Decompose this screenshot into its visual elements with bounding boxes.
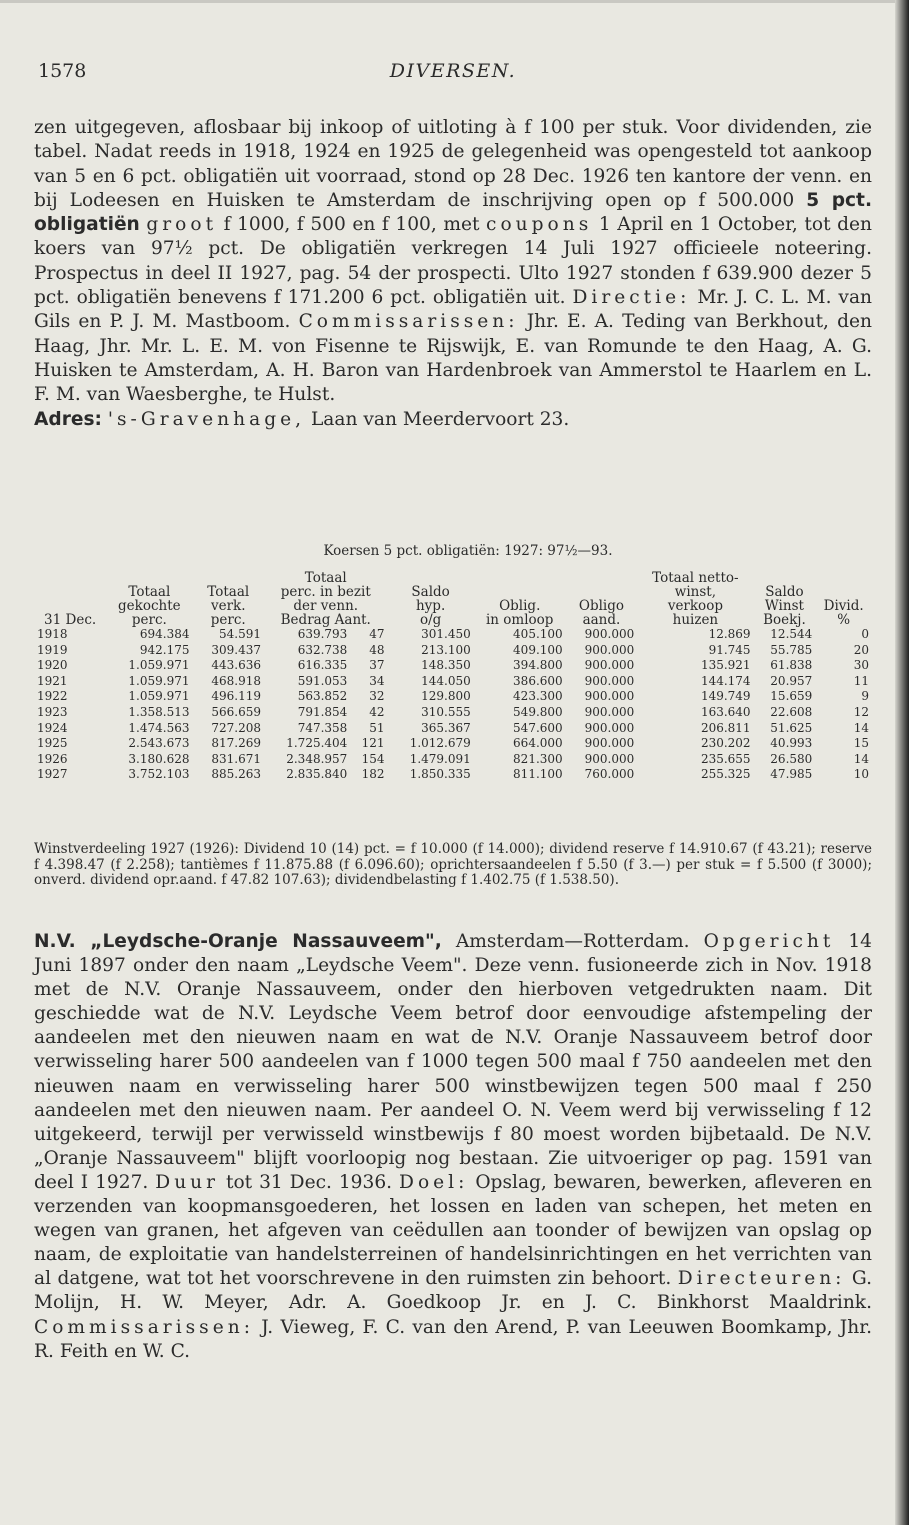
table-header-row [34, 571, 872, 627]
table-cell: 309.437 [211, 642, 262, 657]
table-cell: 22.608 [770, 704, 813, 719]
table-cell: 1.059.971 [128, 689, 190, 704]
table-cell: 900.000 [584, 736, 635, 751]
table-cell: 12.544 [770, 627, 813, 641]
table-row [34, 721, 872, 737]
table-cell: 1918 [37, 627, 68, 641]
table-cell: 566.659 [211, 704, 262, 719]
table-cell: 144.050 [421, 673, 471, 688]
header-text: winst, [674, 584, 716, 600]
table-cell: 496.119 [211, 689, 262, 704]
text-segment: Mr. J. C. L. M. van Gils en P. J. M. Mastboom. [34, 287, 873, 333]
paragraph-company-2 [34, 930, 872, 1364]
table-cell: 121 [361, 736, 385, 751]
header-text: perc. [210, 612, 246, 628]
header-text: Totaal [304, 570, 347, 586]
text-segment: G. Molijn, H. W. Meyer, Adr. A. Goedkoop Jr. en J. C. Binkhorst Maaldrink. [34, 1268, 872, 1314]
table-cell: 20.957 [770, 673, 813, 688]
table-cell: 811.100 [513, 767, 563, 782]
header-text: huizen [672, 612, 719, 628]
table-cell: 15.659 [770, 689, 813, 704]
table-cell: 900.000 [584, 673, 635, 688]
table-cell: 206.811 [700, 720, 751, 735]
text-segment: f 1000, f 500 en f 100, met [223, 214, 480, 236]
table-cell: 47.985 [770, 767, 813, 782]
table-cell: 821.300 [513, 751, 563, 766]
table-cell: 2.543.673 [128, 736, 190, 751]
table-cell: 310.555 [421, 704, 471, 719]
header-text: % [837, 612, 851, 628]
paragraph-company-1 [34, 116, 872, 432]
table-caption: Koersen 5 pct. obligatiën: 1927: 97½—93. [323, 543, 613, 559]
table-cell: 942.175 [139, 642, 190, 657]
table-cell: 255.325 [700, 767, 751, 782]
header-text: Totaal netto- [652, 570, 739, 586]
spaced-term-doel: Doel: [399, 1171, 469, 1193]
text-segment: 14 Juni 1897 onder den naam „Leydsche Veem". Deze venn. fusioneerde zich in Nov. 1918 met de N.V. Oranje Nassauveem, onder den hierboven vetgedrukten naam. Dit geschiedde wat de N.V. Leydsche Veem betrof door eenvoudige afstempeling der aandeelen met den nieuwen naam en wat de N.V. Oranje Nassauveem betrof door verwisseling harer 500 aandeelen van f 1000 tegen 500 maal f 750 aandeelen met den nieuwen naam en verwisseling harer 500 winstbewijzen tegen 500 maal f 250 aandeelen met den nieuwen naam. Per aandeel O. N. Veem werd bij verwisseling f 12 uitgekeerd, terwijl per verwisseld winstbewijs f 80 moest worden bijbetaald. De N.V. „Oranje Nassauveem" blijft voorloopig nog bestaan. Zie uitvoeriger op pag. 1591 van deel I 1927. [34, 931, 872, 1193]
table-cell: 20 [853, 642, 869, 657]
header-text: 31 Dec. [44, 612, 97, 628]
spaced-term-commissarissen: Commissarissen: [298, 311, 519, 333]
bold-heading-adres: Adres: [34, 408, 102, 430]
table-row [34, 705, 872, 721]
table-cell: 386.600 [513, 673, 563, 688]
profit-distribution-notes [34, 842, 872, 889]
spaced-term-directeuren: Directeuren: [677, 1268, 846, 1290]
table-cell: 791.854 [297, 704, 348, 719]
table-cell: 51.625 [770, 720, 813, 735]
table-cell: 817.269 [211, 736, 262, 751]
table-cell: 37 [369, 658, 385, 673]
header-text: Aant. [334, 612, 371, 628]
header-text: Saldo [411, 584, 450, 600]
table-row [34, 767, 872, 783]
notes-text: Winstverdeeling 1927 (1926): Dividend 10 (14) pct. = f 10.000 (f 14.000); dividend reserve f 14.910.67 (f 43.21); reserve f 4.398.47 (f 2.258); tantièmes f 11.875.88 (f 6.096.60); oprichtersaandeelen f 5.50 (f 3.—) per stuk = f 5.500 (f 3000); onverd. dividend opr.aand. f 47.82 107.63); dividendbelasting f 1.402.75 (f 1.538.50). [34, 841, 872, 889]
table-cell: 900.000 [584, 627, 635, 641]
col-header [387, 571, 473, 627]
table-cell: 1.479.091 [409, 751, 471, 766]
text-segment: zen uitgegeven, aflosbaar bij inkoop of uitloting à f 100 per stuk. Voor dividenden, zie tabel. Nadat reeds in 1918, 1924 en 1925 de gelegenheid was opengesteld tot aankoop van 5 en 6 pct. obligatiën uit voorraad, stond op 28 Dec. 1926 ten kantore der venn. en bij Lodeesen en Huisken te Amsterdam de inschrijving open op f 500.000 [34, 117, 872, 211]
table-cell: 9 [861, 689, 869, 704]
table-cell: 48 [369, 642, 385, 657]
table-cell: 32 [369, 689, 385, 704]
table-cell: 443.636 [211, 658, 262, 673]
bold-heading-obligations: 5 pct. obligatiën [34, 189, 873, 236]
header-text: Boekj. [763, 612, 806, 628]
table-cell: 1924 [37, 720, 68, 735]
header-text: Saldo [765, 584, 804, 600]
financial-table-block [34, 541, 872, 783]
text-segment: Opslag, bewaren, bewerken, afleveren en verzenden van koopmansgoederen, het lossen en laden van schepen, het meten en wegen van granen, het afgeven van ceëdullen aan toonder of bewijzen van opslag op naam, de exploitatie van handelsterreinen of handelsinrichtingen en het verrichten van al datgene, wat tot het voorschrevene in den ruimsten zin behoort. [34, 1171, 873, 1290]
table-cell: 12 [853, 704, 869, 719]
col-header [106, 571, 192, 627]
header-text: o/g [419, 612, 442, 628]
table-cell: 747.358 [297, 720, 348, 735]
header-text: Winst [764, 598, 804, 614]
table-cell: 91.745 [708, 642, 751, 657]
header-text: perc. in bezit [280, 584, 371, 600]
spaced-term-duur: Duur [155, 1171, 220, 1193]
table-cell: 694.384 [139, 627, 190, 641]
table-cell: 235.655 [700, 751, 751, 766]
table-body [34, 627, 872, 783]
table-cell: 632.738 [297, 642, 348, 657]
table-row [34, 689, 872, 705]
table-cell: 163.640 [700, 704, 751, 719]
table-cell: 1.059.971 [128, 658, 190, 673]
spaced-term-city: 's-Gravenhage, [107, 408, 306, 430]
header-text: Totaal [207, 584, 250, 600]
table-cell: 1.012.679 [409, 736, 471, 751]
table-cell: 2.835.840 [286, 767, 348, 782]
table-cell: 61.838 [770, 658, 813, 673]
financial-table [34, 571, 872, 783]
header-text: in omloop [485, 612, 554, 628]
table-cell: 900.000 [584, 751, 635, 766]
table-cell: 149.749 [700, 689, 751, 704]
table-cell: 727.208 [211, 720, 262, 735]
table-cell: 51 [369, 720, 385, 735]
table-row [34, 736, 872, 752]
header-text: verk. [210, 598, 246, 614]
table-cell: 1921 [37, 673, 68, 688]
table-cell: 40.993 [770, 736, 813, 751]
header-text: Obligo [578, 598, 624, 614]
table-cell: 1.358.513 [128, 704, 190, 719]
table-cell: 47 [369, 627, 385, 641]
header-text: aand. [582, 612, 621, 628]
table-cell: 42 [369, 704, 385, 719]
table-cell: 14 [853, 751, 869, 766]
table-cell: 55.785 [770, 642, 813, 657]
table-cell: 1926 [37, 751, 68, 766]
table-cell: 15 [853, 736, 869, 751]
table-cell: 34 [369, 673, 385, 688]
table-cell: 409.100 [513, 642, 563, 657]
table-cell: 664.000 [513, 736, 563, 751]
header-text: hyp. [415, 598, 446, 614]
table-cell: 3.180.628 [128, 751, 190, 766]
table-cell: 1923 [37, 704, 68, 719]
table-cell: 760.000 [584, 767, 635, 782]
table-cell: 831.671 [211, 751, 262, 766]
spaced-term: coupons [486, 214, 593, 236]
header-text: Oblig. [499, 598, 541, 614]
table-cell: 230.202 [700, 736, 751, 751]
table-cell: 301.450 [421, 627, 471, 641]
page-binding-edge [895, 0, 909, 1525]
table-cell: 129.800 [421, 689, 471, 704]
spaced-term: groot [146, 214, 218, 236]
header-text: Divid. [823, 598, 864, 614]
col-header [34, 571, 106, 627]
text-segment: 1 April en 1 October, tot den koers van 97½ pct. De obligatiën verkregen 14 Juli 1927 officieele noteering. Prospectus in deel II 1927, pag. 54 der prospecti. Ulto 1927 stonden f 639.900 dezer 5 pct. obligatiën benevens f 171.200 6 pct. obligatiën uit. [34, 214, 872, 309]
header-text: der venn. [293, 598, 359, 614]
table-cell: 549.800 [513, 704, 563, 719]
table-cell: 563.852 [297, 689, 348, 704]
spaced-term-commissarissen: Commissarissen: [34, 1316, 254, 1338]
table-cell: 900.000 [584, 689, 635, 704]
table-cell: 1.474.563 [128, 720, 190, 735]
table-cell: 639.793 [297, 627, 348, 641]
table-cell: 423.300 [513, 689, 563, 704]
table-cell: 547.600 [513, 720, 563, 735]
table-cell: 1922 [37, 689, 68, 704]
table-cell: 1.725.404 [286, 736, 348, 751]
table-cell: 365.367 [421, 720, 471, 735]
col-header [192, 571, 264, 627]
table-cell: 1920 [37, 658, 68, 673]
table-cell: 182 [361, 767, 385, 782]
table-cell: 394.800 [513, 658, 563, 673]
text-segment: Amsterdam—Rotterdam. [455, 931, 690, 952]
header-text: verkoop [667, 598, 723, 614]
table-cell: 1.059.971 [128, 673, 190, 688]
header-text: perc. [131, 612, 167, 628]
page-header [34, 60, 872, 88]
col-header [566, 571, 638, 627]
col-header [637, 571, 753, 627]
table-cell: 1927 [37, 767, 68, 782]
page-number: 1578 [38, 60, 87, 82]
spaced-term-opgericht: Opgericht [703, 931, 835, 952]
table-cell: 14 [853, 720, 869, 735]
col-header [754, 571, 816, 627]
page-top-edge [0, 0, 909, 3]
table-cell: 1919 [37, 642, 68, 657]
table-row [34, 674, 872, 690]
spaced-term-directie: Directie: [572, 287, 691, 309]
col-header [815, 571, 872, 627]
table-cell: 0 [861, 627, 869, 641]
table-cell: 900.000 [584, 704, 635, 719]
text-segment: Laan van Meerdervoort 23. [310, 408, 570, 430]
col-header-group [264, 571, 387, 627]
header-text: Bedrag [280, 612, 331, 628]
table-cell: 3.752.103 [128, 767, 190, 782]
company-name-heading: N.V. „Leydsche-Oranje Nassauveem", [34, 931, 442, 952]
table-cell: 144.174 [700, 673, 751, 688]
text-segment: J. Vieweg, F. C. van den Arend, P. van Leeuwen Boomkamp, Jhr. R. Feith en W. C. [34, 1316, 872, 1362]
table-cell: 591.053 [297, 673, 348, 688]
text-segment: Jhr. E. A. Teding van Berkhout, den Haag, Jhr. Mr. L. E. M. von Fisenne te Rijswijk, E. van Romunde te den Haag, A. G. Huisken te Amsterdam, A. H. Baron van Hardenbroek van Ammerstol te Haarlem en L. F. M. van Waesberghe, te Hulst. [34, 311, 872, 406]
header-text: gekochte [118, 598, 181, 614]
table-cell: 2.348.957 [286, 751, 348, 766]
table-cell: 900.000 [584, 642, 635, 657]
header-text: Totaal [128, 584, 171, 600]
table-cell: 405.100 [513, 627, 563, 641]
running-title: DIVERSEN. [389, 60, 517, 82]
table-cell: 26.580 [770, 751, 813, 766]
table-cell: 148.350 [421, 658, 471, 673]
table-cell: 1925 [37, 736, 68, 751]
table-cell: 11 [853, 673, 869, 688]
table-cell: 900.000 [584, 658, 635, 673]
col-header [474, 571, 566, 627]
table-row [34, 752, 872, 768]
table-cell: 213.100 [421, 642, 471, 657]
table-cell: 900.000 [584, 720, 635, 735]
table-cell: 154 [361, 751, 385, 766]
table-cell: 12.869 [708, 627, 751, 641]
table-cell: 468.918 [211, 673, 262, 688]
table-cell: 30 [853, 658, 869, 673]
table-row [34, 627, 872, 643]
table-cell: 616.335 [297, 658, 348, 673]
table-row [34, 658, 872, 674]
table-row [34, 643, 872, 659]
table-cell: 135.921 [700, 658, 751, 673]
table-cell: 885.263 [211, 767, 262, 782]
table-cell: 10 [853, 767, 869, 782]
text-segment: tot 31 Dec. 1936. [225, 1171, 393, 1193]
table-cell: 54.591 [219, 627, 262, 641]
table-cell: 1.850.335 [409, 767, 471, 782]
